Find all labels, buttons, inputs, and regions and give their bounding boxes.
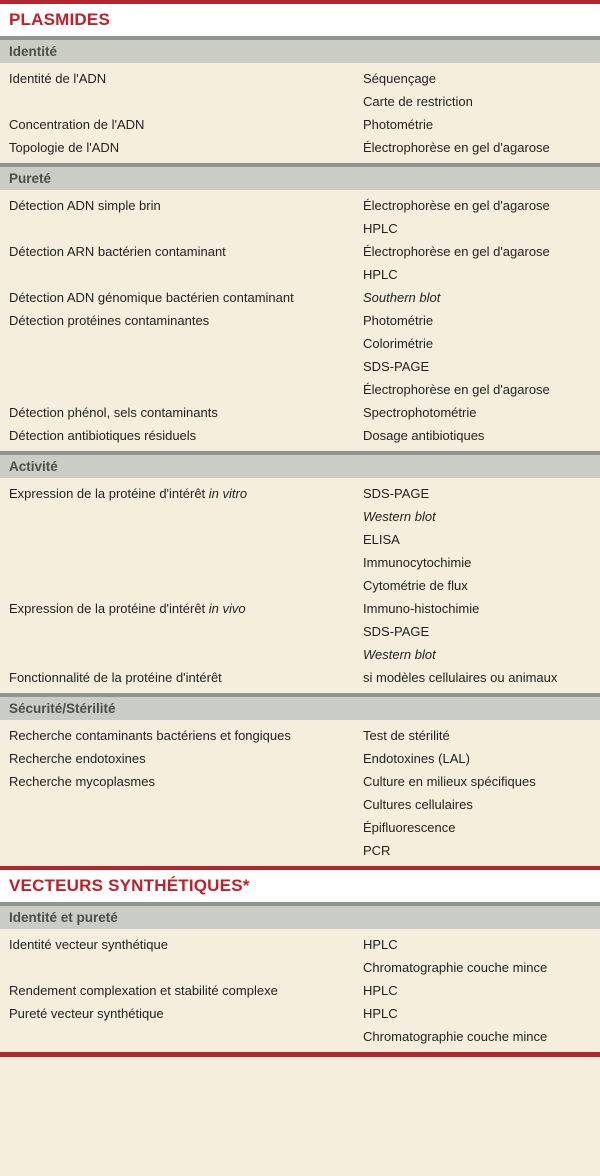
method-item: HPLC [363, 221, 398, 236]
row-methods [354, 1002, 600, 1048]
table-row [0, 597, 600, 666]
row-label-text: Topologie de l'ADN [9, 140, 120, 155]
row-label-text: Expression de la protéine d'intérêt [9, 601, 209, 616]
table-row [0, 424, 600, 447]
method-item: SDS-PAGE [363, 359, 430, 374]
method-item: HPLC [363, 1006, 398, 1021]
row-label [0, 194, 354, 240]
method-item: Spectrophotométrie [363, 405, 477, 420]
row-label-text: Détection protéines contaminantes [9, 313, 210, 328]
method-item: Western blot [363, 509, 436, 524]
method-item: PCR [363, 843, 391, 858]
row-methods [354, 666, 600, 689]
method-item: Western blot [363, 647, 436, 662]
row-methods [354, 482, 600, 597]
row-methods [354, 933, 600, 979]
row-label [0, 286, 354, 309]
row-label [0, 747, 354, 770]
subsection-header: Pureté [0, 163, 600, 190]
row-label-text: Pureté vecteur synthétique [9, 1006, 164, 1021]
row-methods [354, 194, 600, 240]
row-methods [354, 67, 600, 113]
table-row [0, 309, 600, 401]
row-label-text: Expression de la protéine d'intérêt [9, 486, 209, 501]
table-row [0, 1002, 600, 1048]
row-methods [354, 401, 600, 424]
table-row [0, 240, 600, 286]
row-label-text: Détection ADN simple brin [9, 198, 161, 213]
subsection-header: Activité [0, 451, 600, 478]
row-label-text: Identité de l'ADN [9, 71, 107, 86]
method-item: Photométrie [363, 117, 434, 132]
row-label [0, 666, 354, 689]
row-label-text: Détection antibiotiques résiduels [9, 428, 197, 443]
method-item: Colorimétrie [363, 336, 434, 351]
row-label-italic: in vitro [208, 486, 248, 501]
method-item: Dosage antibiotiques [363, 428, 485, 443]
table-row [0, 770, 600, 862]
method-item: Séquençage [363, 71, 437, 86]
row-label-text: Détection phénol, sels contaminants [9, 405, 218, 420]
method-item: HPLC [363, 267, 398, 282]
row-label [0, 424, 354, 447]
method-item: Test de stérilité [363, 728, 450, 743]
row-label-italic: in vivo [208, 601, 246, 616]
row-label-text: Rendement complexation et stabilité complexe [9, 983, 278, 998]
row-label [0, 113, 354, 136]
method-item: ELISA [363, 532, 400, 547]
row-label-text: Détection ARN bactérien contaminant [9, 244, 226, 259]
method-item: Immuno-histochimie [363, 601, 480, 616]
table-row [0, 401, 600, 424]
table-row [0, 979, 600, 1002]
row-methods [354, 597, 600, 666]
table-row [0, 747, 600, 770]
row-label [0, 933, 354, 979]
method-item: SDS-PAGE [363, 486, 430, 501]
row-label [0, 67, 354, 113]
subsection-body [0, 478, 600, 693]
method-item: HPLC [363, 983, 398, 998]
row-label [0, 770, 354, 862]
method-item: Endotoxines (LAL) [363, 751, 470, 766]
method-item: Cultures cellulaires [363, 797, 473, 812]
subsection-body [0, 63, 600, 163]
subsection-body [0, 720, 600, 866]
row-label-text: Recherche mycoplasmes [9, 774, 155, 789]
method-item: Southern blot [363, 290, 441, 305]
row-label [0, 136, 354, 159]
subsection-body [0, 929, 600, 1052]
method-item: SDS-PAGE [363, 624, 430, 639]
row-methods [354, 286, 600, 309]
method-item: Cytométrie de flux [363, 578, 468, 593]
bottom-rule [0, 1052, 600, 1057]
row-label [0, 979, 354, 1002]
row-methods [354, 424, 600, 447]
row-methods [354, 113, 600, 136]
method-item: Électrophorèse en gel d'agarose [363, 140, 550, 155]
row-methods [354, 136, 600, 159]
table-row [0, 286, 600, 309]
row-methods [354, 770, 600, 862]
row-label-text: Recherche endotoxines [9, 751, 146, 766]
method-item: Culture en milieux spécifiques [363, 774, 536, 789]
method-item: HPLC [363, 937, 398, 952]
method-item: Carte de restriction [363, 94, 473, 109]
row-label [0, 597, 354, 666]
method-item: Électrophorèse en gel d'agarose [363, 244, 550, 259]
method-item: si modèles cellulaires ou animaux [363, 670, 558, 685]
row-methods [354, 724, 600, 747]
method-item: Photométrie [363, 313, 434, 328]
row-methods [354, 309, 600, 401]
row-methods [354, 240, 600, 286]
table-row [0, 67, 600, 113]
row-label-text: Détection ADN génomique bactérien contaminant [9, 290, 294, 305]
table-row [0, 194, 600, 240]
table-row [0, 724, 600, 747]
table-row [0, 666, 600, 689]
row-label-text: Fonctionnalité de la protéine d'intérêt [9, 670, 222, 685]
row-label [0, 724, 354, 747]
row-label-text: Recherche contaminants bactériens et fongiques [9, 728, 291, 743]
row-label-text: Concentration de l'ADN [9, 117, 145, 132]
table-row [0, 136, 600, 159]
method-item: Électrophorèse en gel d'agarose [363, 198, 550, 213]
section-title: PLASMIDES [0, 0, 600, 36]
row-label [0, 309, 354, 401]
table-row [0, 933, 600, 979]
table-row [0, 482, 600, 597]
method-item: Électrophorèse en gel d'agarose [363, 382, 550, 397]
row-label [0, 240, 354, 286]
table-row [0, 113, 600, 136]
row-label [0, 482, 354, 597]
row-label [0, 401, 354, 424]
section-title: VECTEURS SYNTHÉTIQUES* [0, 866, 600, 902]
row-methods [354, 979, 600, 1002]
method-item: Chromatographie couche mince [363, 1029, 548, 1044]
subsection-body [0, 190, 600, 451]
row-label [0, 1002, 354, 1048]
row-label-text: Identité vecteur synthétique [9, 937, 168, 952]
row-methods [354, 747, 600, 770]
subsection-header: Sécurité/Stérilité [0, 693, 600, 720]
subsection-header: Identité et pureté [0, 902, 600, 929]
method-item: Chromatographie couche mince [363, 960, 548, 975]
subsection-header: Identité [0, 36, 600, 63]
method-item: Épifluorescence [363, 820, 456, 835]
method-item: Immunocytochimie [363, 555, 472, 570]
